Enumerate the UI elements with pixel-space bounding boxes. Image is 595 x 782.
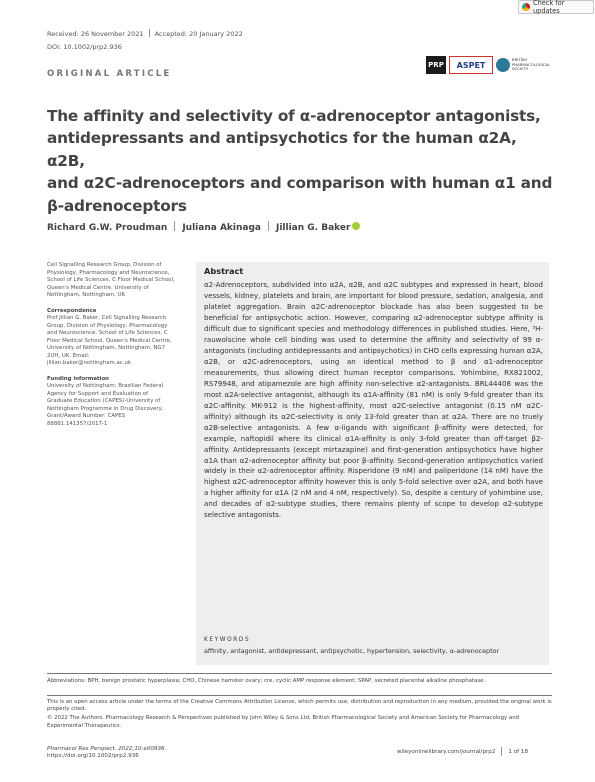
author-name[interactable]: Jillian G. Baker (275, 223, 351, 233)
divider (268, 221, 269, 231)
bps-logo (496, 56, 550, 74)
funding-block (47, 376, 175, 429)
divider (501, 747, 502, 756)
title-line: and α2C-adrenoceptors and comparison with human α1 and (47, 174, 553, 193)
affiliation: Cell Signalling Research Group, Division of Physiology, Pharmacology and Neuroscience, School of Life Sciences, C Floor Medical School, Queen's Medical Centre, University of Nottingham, Nottingham, UK (47, 262, 175, 298)
footer-citation (47, 746, 166, 761)
received-date: Received: 26 November 2021 (47, 30, 144, 38)
author-name[interactable]: Juliana Akinaga (182, 223, 261, 233)
article-title (47, 105, 557, 217)
footer-right (397, 747, 528, 756)
abstract-text: α2-Adrenoceptors, subdivided into α2A, α2B, and α2C subtypes and expressed in heart, blood vessels, kidney, platelets and brain, are important for blood pressure, sedation, analgesia, and platelet aggregation. Brain α2C-adrenoceptor blockade has also been suggested to be beneficial for antipsychotic action. However, comparing α2-adrenoceptor subtype affinity is difficult due to significant species and methodology differences in published studies. Here, ³H-rauwolscine whole cell binding was used to determine the affinity and selectivity of 99 α-antagonists (including antidepressants and antipsychotics) in CHO cells expressing human α2A, α2B, or α2C-adrenoceptors, using an identical method to β and α1-adrenoceptor measurements, thus allowing direct human receptor comparisons. Yohimbine, RX821002, RS79948, and atipamezole are high affinity non-selective α2-antagonists. BRL44408 was the most α2A-selective antagonist, although its α1A-affinity (81 nM) is only 9-fold greater than its α2C-affinity. MK-912 is the highest-affinity, most α2C-selective antagonist (0.15 nM α2C-affinity) although its α2C-selectivity is only 13-fold greater than at α2A. There are no truely α2B-selective antagonists. A few α-ligands with significant β-affinity were detected, for example, naftopidil where its clinical α1A-affinity is only 3-fold greater than off-target β2-affinity. Antidepressants (except mirtazapine) and first-generation antipsychotics have higher α1A than α2-adrenoceptor affinity but poor β-affinity. Second-generation antipsychotics varied widely in their α2-adrenoceptor affinity. Risperidone (9 nM) and paliperidone (14 nM) have the highest α2C-adrenoceptor affinity however this is only 5-fold selective over α2A, and both have a higher affinity for α1A (2 nM and 4 nM, respectively). So, despite a century of yohimbine use, and decades of α2-subtype studies, there remains plenty of scope to develop α2-subtype selective antagonists. (204, 280, 543, 520)
prp-logo: PRP (426, 56, 446, 74)
keywords-text: affinity, antagonist, antidepressant, antipsychotic, hypertension, selectivity, α-adrenoceptor (204, 647, 500, 655)
check-for-updates-badge[interactable] (518, 0, 594, 14)
doi-link[interactable]: https://doi.org/10.1002/prp2.936 (47, 753, 139, 760)
check-for-updates-label: Check for updates (532, 0, 565, 15)
crossmark-icon (522, 3, 530, 11)
publisher-logos (426, 56, 550, 74)
license-text: This is an open access article under the terms of the Creative Commons Attribution License, which permits use, distribution and reproduction in any medium, provided the original work is properly cited. (47, 699, 552, 713)
author-name[interactable]: Richard G.W. Proudman (47, 223, 168, 233)
abbreviations: Abbreviations: BPH, benign prostatic hyperplasia; CHO, Chinese hamster ovary; cre, cyclic AMP response element; SPAP, secreted placental alkaline phosphatase. (47, 678, 486, 684)
title-line: antidepressants and antipsychotics for the human α2A, α2B, (47, 129, 517, 170)
correspondence-heading: Correspondence (47, 307, 97, 314)
aspet-logo: ASPET (449, 56, 493, 74)
correspondence-block (47, 308, 175, 368)
title-line: The affinity and selectivity of α-adrenoceptor antagonists, (47, 107, 541, 125)
keywords-heading: KEYWORDS (204, 637, 251, 643)
bps-logo-text: BRITISH PHARMACOLOGICAL SOCIETY (512, 57, 551, 72)
correspondence-text: Prof Jillian G. Baker, Cell Signalling Research Group, Division of Physiology, Pharmacology and Neuroscience, School of Life Sciences, C Floor Medical School, Queen's Medical Centre, University of Nottingham, Nottingham, NG7 2UH, UK. Email: jillian.baker@nottingham.ac.uk (47, 315, 172, 366)
bps-emblem-icon (496, 58, 510, 72)
divider (149, 29, 150, 37)
orcid-icon[interactable] (352, 222, 360, 230)
title-line: β-adrenoceptors (47, 196, 187, 215)
copyright-text: © 2022 The Authors. Pharmacology Research & Perspectives published by John Wiley & Sons Ltd, British Pharmacological Society and American Society for Pharmacology and Experimental Therapeutics. (47, 715, 520, 729)
funding-text: University of Nottingham; Brazilian Federal Agency for Support and Evaluation of Graduate Education (CAPES)-University of Nottingham Programme in Drug Discovery, Grant/Award Number: CAPES 88881.141357/2017-1 (47, 383, 164, 427)
journal-citation: Pharmacol Res Perspect. 2022;10:e00936. (47, 746, 167, 752)
license-block (47, 699, 552, 732)
divider (47, 673, 552, 674)
abstract-heading: Abstract (204, 266, 244, 276)
article-type: ORIGINAL ARTICLE (47, 69, 172, 79)
author-info-sidebar (47, 262, 175, 436)
journal-site-link[interactable]: wileyonlinelibrary.com/journal/prp2 (397, 748, 496, 755)
doi-label[interactable]: DOI: 10.1002/prp2.936 (47, 43, 122, 51)
page-number: 1 of 18 (508, 748, 529, 755)
accepted-date: Accepted: 20 January 2022 (154, 30, 243, 38)
funding-heading: Funding information (47, 375, 109, 382)
divider (47, 695, 552, 696)
article-dates (47, 29, 243, 38)
author-list (47, 221, 360, 233)
divider (174, 221, 175, 231)
